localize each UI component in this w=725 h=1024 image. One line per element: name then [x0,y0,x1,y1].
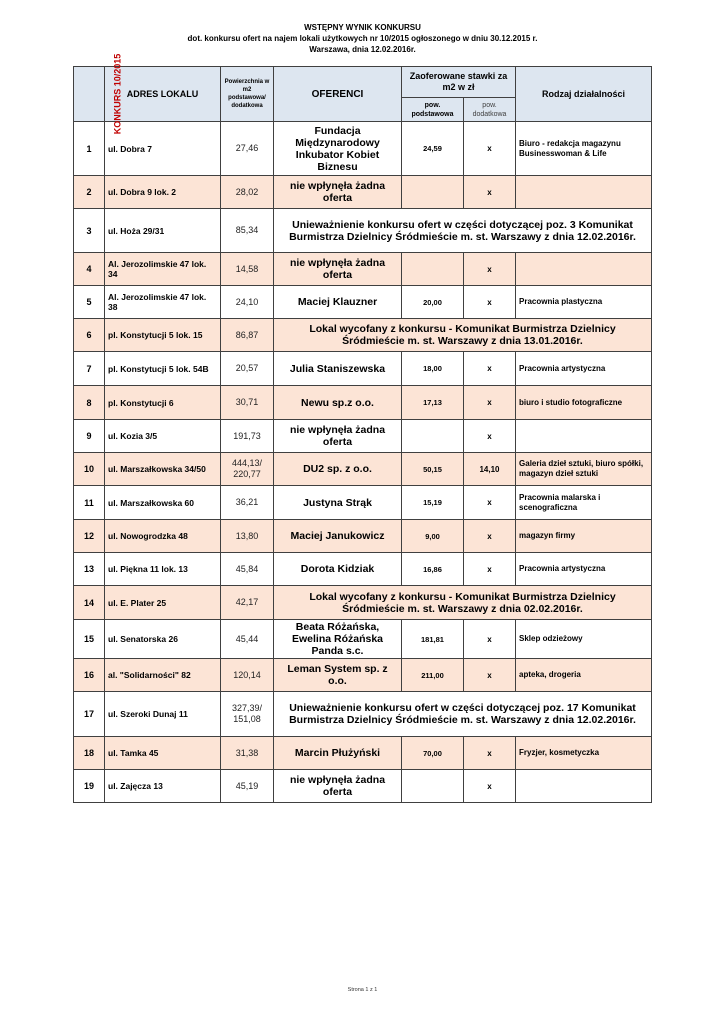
row-number: 14 [74,586,105,620]
row-number: 9 [74,420,105,453]
header-zaoferowane: Zaoferowane stawki za m2 w zł [402,67,516,98]
address-cell: ul. Kozia 3/5 [105,420,221,453]
address-cell: ul. Marszałkowska 34/50 [105,453,221,486]
table-row [74,620,652,659]
area-cell: 20,57 [221,352,274,386]
announcement-cell: Unieważnienie konkursu ofert w części dotyczącej poz. 17 Komunikat Burmistrza Dzielnicy Śródmieście m. st. Warszawy z dnia 12.02.2016r. [274,692,652,737]
activity-cell: Fryzjer, kosmetyczka [516,737,652,770]
rate-basic-cell [402,770,464,803]
rate-basic-cell: 50,15 [402,453,464,486]
area-cell: 444,13/ 220,77 [221,453,274,486]
table-row [74,176,652,209]
row-number: 16 [74,659,105,692]
row-number: 10 [74,453,105,486]
header-powierzchnia: Powierzchnia w m2 podstawowa/ dodatkowa [221,67,274,122]
header-date: Warszawa, dnia 12.02.2016r. [309,45,416,54]
row-number: 2 [74,176,105,209]
rate-additional-cell: x [464,253,516,286]
rate-additional-cell: x [464,486,516,520]
rate-additional-cell: x [464,620,516,659]
rate-basic-cell [402,420,464,453]
announcement-cell: Lokal wycofany z konkursu - Komunikat Burmistrza Dzielnicy Śródmieście m. st. Warszawy z dnia 02.02.2016r. [274,586,652,620]
area-cell: 191,73 [221,420,274,453]
activity-cell [516,770,652,803]
header-pow-podstawowa: pow. podstawowa [402,98,464,122]
rate-basic-cell [402,253,464,286]
area-cell: 28,02 [221,176,274,209]
rate-additional-cell: x [464,122,516,176]
rate-basic-cell: 181,81 [402,620,464,659]
bidder-cell: Leman System sp. z o.o. [274,659,402,692]
bidder-cell: Beata Różańska, Ewelina Różańska Panda s.c. [274,620,402,659]
table-row [74,352,652,386]
area-cell: 13,80 [221,520,274,553]
rate-additional-cell: x [464,386,516,420]
bidder-cell: nie wpłynęła żadna oferta [274,770,402,803]
activity-cell: Pracownia plastyczna [516,286,652,319]
area-cell: 45,84 [221,553,274,586]
area-cell: 30,71 [221,386,274,420]
header-title: WSTĘPNY WYNIK KONKURSU [304,23,421,32]
header-oferenci: OFERENCI [274,67,402,122]
row-number: 7 [74,352,105,386]
address-cell: Al. Jerozolimskie 47 lok. 38 [105,286,221,319]
rate-basic-cell: 15,19 [402,486,464,520]
header-konkurs: KONKURS 10/2015 [74,67,105,122]
address-cell: Al. Jerozolimskie 47 lok. 34 [105,253,221,286]
bidder-cell: nie wpłynęła żadna oferta [274,176,402,209]
rate-additional-cell: 14,10 [464,453,516,486]
address-cell: ul. Szeroki Dunaj 11 [105,692,221,737]
rate-basic-cell: 17,13 [402,386,464,420]
activity-cell: Pracownia artystyczna [516,352,652,386]
table-row [74,553,652,586]
header-subtitle: dot. konkursu ofert na najem lokali użytkowych nr 10/2015 ogłoszonego w dniu 30.12.2015 r. [187,34,538,43]
activity-cell: Pracownia artystyczna [516,553,652,586]
activity-cell: Galeria dzieł sztuki, biuro spółki, magazyn dzieł sztuki [516,453,652,486]
table-row [74,586,652,620]
rate-additional-cell: x [464,520,516,553]
activity-cell [516,253,652,286]
table-body [74,122,652,803]
address-cell: ul. Marszałkowska 60 [105,486,221,520]
rate-additional-cell: x [464,176,516,209]
rate-basic-cell: 70,00 [402,737,464,770]
area-cell: 45,44 [221,620,274,659]
area-cell: 327,39/ 151,08 [221,692,274,737]
table-row [74,386,652,420]
area-cell: 27,46 [221,122,274,176]
bidder-cell: Dorota Kidziak [274,553,402,586]
area-cell: 42,17 [221,586,274,620]
header-row [74,67,652,98]
address-cell: ul. Senatorska 26 [105,620,221,659]
address-cell: ul. Piękna 11 lok. 13 [105,553,221,586]
activity-cell: Sklep odzieżowy [516,620,652,659]
address-cell: ul. Hoża 29/31 [105,209,221,253]
rate-basic-cell: 16,86 [402,553,464,586]
results-table [73,53,652,803]
address-cell: ul. Zajęcza 13 [105,770,221,803]
address-cell: ul. Dobra 9 lok. 2 [105,176,221,209]
announcement-cell: Unieważnienie konkursu ofert w części dotyczącej poz. 3 Komunikat Burmistrza Dzielnicy Śródmieście m. st. Warszawy z dnia 12.02.2016r. [274,209,652,253]
bidder-cell: Newu sp.z o.o. [274,386,402,420]
bidder-cell: nie wpłynęła żadna oferta [274,420,402,453]
row-number: 5 [74,286,105,319]
table-row [74,453,652,486]
activity-cell: biuro i studio fotograficzne [516,386,652,420]
activity-cell: apteka, drogeria [516,659,652,692]
table-row [74,770,652,803]
table-row [74,737,652,770]
table-row [74,486,652,520]
rate-additional-cell: x [464,553,516,586]
address-cell: ul. Nowogrodzka 48 [105,520,221,553]
table-row [74,122,652,176]
row-number: 11 [74,486,105,520]
address-cell: al. "Solidarności" 82 [105,659,221,692]
activity-cell [516,176,652,209]
row-number: 17 [74,692,105,737]
row-number: 13 [74,553,105,586]
bidder-cell: Maciej Janukowicz [274,520,402,553]
header-pow-dodatkowa: pow. dodatkowa [464,98,516,122]
address-cell: ul. Dobra 7 [105,122,221,176]
rate-additional-cell: x [464,770,516,803]
table-row [74,286,652,319]
rate-additional-cell: x [464,659,516,692]
row-number: 1 [74,122,105,176]
row-number: 12 [74,520,105,553]
bidder-cell: Maciej Klauzner [274,286,402,319]
bidder-cell: Justyna Strąk [274,486,402,520]
table-row [74,319,652,352]
rate-additional-cell: x [464,420,516,453]
rate-basic-cell: 20,00 [402,286,464,319]
bidder-cell: Julia Staniszewska [274,352,402,386]
table-row [74,253,652,286]
table-row [74,659,652,692]
row-number: 4 [74,253,105,286]
area-cell: 14,58 [221,253,274,286]
area-cell: 86,87 [221,319,274,352]
area-cell: 120,14 [221,659,274,692]
rate-additional-cell: x [464,286,516,319]
rate-basic-cell [402,176,464,209]
area-cell: 24,10 [221,286,274,319]
area-cell: 45,19 [221,770,274,803]
row-number: 18 [74,737,105,770]
row-number: 8 [74,386,105,420]
rate-additional-cell: x [464,737,516,770]
rate-basic-cell: 24,59 [402,122,464,176]
rate-basic-cell: 9,00 [402,520,464,553]
address-cell: pl. Konstytucji 5 lok. 54B [105,352,221,386]
address-cell: pl. Konstytucji 6 [105,386,221,420]
area-cell: 31,38 [221,737,274,770]
area-cell: 36,21 [221,486,274,520]
address-cell: ul. Tamka 45 [105,737,221,770]
bidder-cell: nie wpłynęła żadna oferta [274,253,402,286]
table-row [74,420,652,453]
header-rodzaj: Rodzaj działalności [516,67,652,122]
row-number: 15 [74,620,105,659]
announcement-cell: Lokal wycofany z konkursu - Komunikat Burmistrza Dzielnicy Śródmieście m. st. Warszawy z dnia 13.01.2016r. [274,319,652,352]
bidder-cell: DU2 sp. z o.o. [274,453,402,486]
rate-basic-cell: 18,00 [402,352,464,386]
rate-additional-cell: x [464,352,516,386]
row-number: 6 [74,319,105,352]
row-number: 19 [74,770,105,803]
rate-basic-cell: 211,00 [402,659,464,692]
page-footer: Strona 1 z 1 [347,987,378,993]
activity-cell [516,420,652,453]
table-row [74,209,652,253]
row-number: 3 [74,209,105,253]
bidder-cell: Marcin Płużyński [274,737,402,770]
table-row [74,520,652,553]
activity-cell: Pracownia malarska i scenograficzna [516,486,652,520]
address-cell: pl. Konstytucji 5 lok. 15 [105,319,221,352]
header-adres: ADRES LOKALU [105,67,221,122]
document-header [0,22,725,55]
activity-cell: magazyn firmy [516,520,652,553]
address-cell: ul. E. Plater 25 [105,586,221,620]
area-cell: 85,34 [221,209,274,253]
table-row [74,692,652,737]
activity-cell: Biuro - redakcja magazynu Businesswoman & Life [516,122,652,176]
bidder-cell: Fundacja Międzynarodowy Inkubator Kobiet Biznesu [274,122,402,176]
